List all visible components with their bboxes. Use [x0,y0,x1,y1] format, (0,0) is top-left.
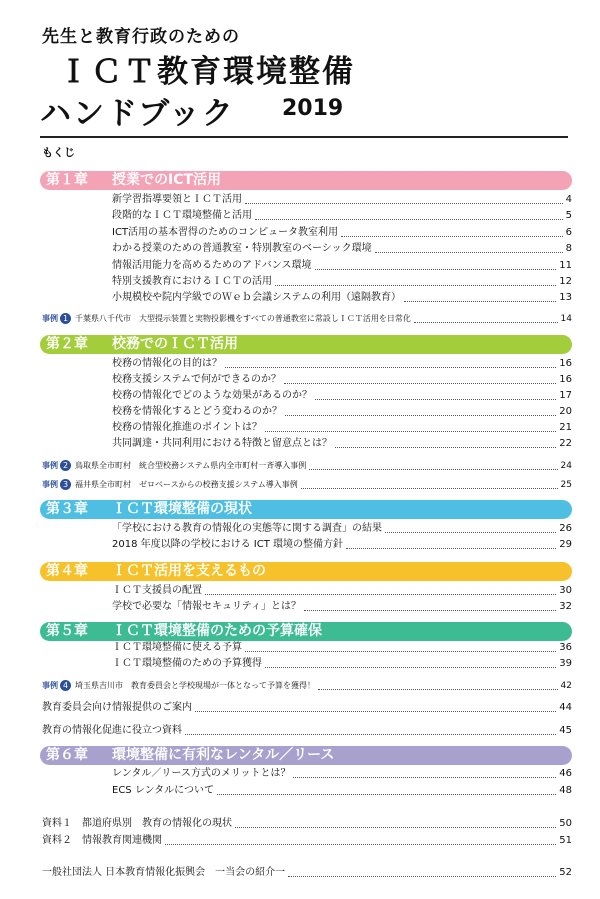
dot-leader [315,269,557,270]
page-number: 39 [559,658,572,669]
page-number: 14 [560,314,572,324]
entry-text: 校務を情報化するとどう変わるのか？ [112,406,282,417]
toc-entry[interactable] [112,600,572,614]
toc-entry[interactable] [112,275,572,289]
dot-leader [346,548,556,549]
dot-leader [414,322,558,323]
year: 2019 [282,96,344,121]
dot-leader [309,469,557,470]
page-number: 44 [559,702,572,713]
example-entry[interactable] [42,312,572,326]
page-number: 13 [559,292,572,303]
example-number: 1 [60,313,71,324]
toc-entry[interactable] [112,373,572,387]
dot-leader [318,689,558,690]
dot-leader [404,301,556,302]
chapter-2-header[interactable] [40,335,572,354]
entry-text: 校務の情報化でどのような効果があるのか？ [112,390,312,401]
dot-leader [288,876,556,877]
page-number: 20 [559,406,572,417]
page-number: 17 [559,390,572,401]
example-text [42,459,306,473]
chapter-title: ＩＣＴ環境整備の現状 [112,501,252,517]
example-text [42,478,298,492]
example-title: 教育委員会と学校現場が一体となって予算を獲得！ [131,681,315,690]
entry-text: 教育の情報化促進に役立つ資料 [42,725,182,736]
page-number: 45 [559,725,572,736]
dot-leader [265,431,556,432]
page-number: 16 [559,374,572,385]
entry-text: 新学習指導要領とＩＣＴ活用 [112,194,242,205]
example-entry[interactable] [42,459,572,473]
example-label: 事例 [42,314,58,323]
chapter-number: 第６章 [46,747,88,763]
entry-text: 資料２ 情報教育関連機関 [42,835,162,846]
page-number: 51 [559,835,572,846]
toc-entry[interactable] [112,389,572,403]
example-number: 2 [60,460,71,471]
toc-entry[interactable] [112,641,572,655]
page-number: 30 [559,585,572,596]
dot-leader [341,236,563,237]
dot-leader [265,667,556,668]
dot-leader [304,610,556,611]
toc-entry[interactable] [112,291,572,305]
entry-text: 学校で必要な「情報セキュリティ」とは？ [112,601,301,612]
subtitle: 先生と教育行政のための [42,27,240,47]
chapter-3-header[interactable] [40,500,572,519]
dot-leader [185,734,556,735]
example-title: ゼロベースからの校務支援システム導入事例 [139,480,298,489]
chapter-title: ＩＣＴ活用を支えるもの [112,563,266,579]
entry-text: 教育委員会向け情報提供のご案内 [42,702,192,713]
dot-leader [217,794,556,795]
example-label: 事例 [42,681,58,690]
dot-leader [255,219,563,220]
page-number: 32 [559,601,572,612]
dot-leader [225,367,556,368]
toc-entry[interactable] [112,767,572,781]
page-number: 16 [559,358,572,369]
example-place: 千葉県八千代市 [75,314,131,323]
chapter-title: 校務でのＩＣＴ活用 [112,336,238,352]
entry-text: 「学校における教育の情報化の実態等に関する調査」の結果 [112,523,382,534]
chapter-number: 第２章 [46,336,88,352]
page-number: 26 [559,523,572,534]
example-label: 事例 [42,461,58,470]
toc-entry[interactable] [112,538,572,552]
dot-leader [301,488,558,489]
page-number: 52 [559,867,572,878]
page-number: 6 [565,227,572,238]
toc-entry[interactable] [112,242,572,256]
toc-entry[interactable] [112,405,572,419]
dot-leader [285,415,556,416]
toc-entry[interactable] [42,701,572,715]
page-number: 24 [560,461,572,471]
entry-text: ICT活用の基本習得のためのコンピュータ教室利用 [112,227,339,238]
example-title: 大型提示装置と実物投影機をすべての普通教室に常設しＩＣＴ活用を日常化 [139,314,411,323]
toc-entry[interactable] [42,866,572,880]
example-place: 埼玉県吉川市 [75,681,123,690]
example-number: 4 [60,680,71,691]
entry-text: ＩＣＴ環境整備のための予算獲得 [112,658,262,669]
entry-text: 共同調達・共同利用における特徴と留意点とは？ [112,438,332,449]
title-line-1: ＩＣＴ教育環境整備 [58,54,355,90]
chapter-number: 第３章 [46,501,88,517]
chapter-number: 第１章 [46,172,88,188]
page-number: 4 [565,194,572,205]
entry-text: 一般社団法人 日本教育情報化振興会 一当会の紹介一 [42,867,286,878]
page-number: 25 [560,480,572,490]
toc-entry[interactable] [112,357,572,371]
dot-leader [235,827,556,828]
page-number: 50 [559,818,572,829]
example-number: 3 [60,479,71,490]
entry-text: ＩＣＴ環境整備に使える予算 [112,642,242,653]
title-line-2: ハンドブック [40,96,235,132]
chapter-5-header[interactable] [40,622,572,641]
entry-text: 資料１ 都道府県別 教育の情報化の現状 [42,818,232,829]
example-text [42,312,411,326]
toc-entry[interactable] [112,209,572,223]
dot-leader [245,651,556,652]
page-number: 29 [559,539,572,550]
dot-leader [284,383,556,384]
example-entry[interactable] [42,478,572,492]
page-number: 21 [559,422,572,433]
chapter-title: 環境整備に有利なレンタル／リース [112,747,335,763]
example-title: 統合型校務システム県内全市町村一斉導入事例 [139,461,307,470]
example-text [42,679,315,693]
dot-leader [293,777,556,778]
page-number: 46 [559,768,572,779]
toc-entry[interactable] [42,817,572,831]
dot-leader [245,203,563,204]
entry-text: ECS レンタルについて [112,785,214,796]
entry-text: 小規模校や院内学級でのＷｅｂ会議システムの利用（遠隔教育） [112,292,401,303]
toc-entry[interactable] [112,193,572,207]
entry-text: 校務の情報化の目的は？ [112,358,222,369]
page-number: 48 [559,785,572,796]
entry-text: 校務の情報化推進のポイントは？ [112,422,262,433]
divider [40,136,568,138]
chapter-1-header[interactable] [40,171,572,190]
chapter-6-header[interactable] [40,746,572,765]
page-number: 12 [559,276,572,287]
dot-leader [385,532,556,533]
page-number: 11 [559,260,572,271]
chapter-number: 第４章 [46,563,88,579]
toc-entry[interactable] [112,522,572,536]
example-entry[interactable] [42,679,572,693]
page-number: 42 [560,681,572,691]
toc-entry[interactable] [112,226,572,240]
entry-text: わかる授業のための普通教室・特別教室のベーシック環境 [112,243,372,254]
dot-leader [335,447,556,448]
entry-text: 特別支援教育におけるＩＣＴの活用 [112,276,272,287]
chapter-title: 授業でのICT活用 [112,172,222,188]
entry-text: 校務支援システムで何ができるのか？ [112,374,281,385]
toc-entry[interactable] [42,724,572,738]
entry-text: ＩＣＴ支援員の配置 [112,585,202,596]
entry-text: 2018 年度以降の学校における ICT 環境の整備方針 [112,539,344,550]
dot-leader [375,252,563,253]
example-label: 事例 [42,480,58,489]
toc-label: もくじ [42,146,75,159]
page-number: 22 [559,438,572,449]
example-place: 鳥取県全市町村 [75,461,131,470]
page-number: 8 [565,243,572,254]
toc-entry[interactable] [112,437,572,451]
page-number: 5 [565,210,572,221]
toc-entry[interactable] [112,784,572,798]
dot-leader [315,399,556,400]
chapter-title: ＩＣＴ環境整備のための予算確保 [112,623,322,639]
entry-text: 情報活用能力を高めるためのアドバンス環境 [112,260,312,271]
toc-entry[interactable] [112,657,572,671]
page-number: 36 [559,642,572,653]
dot-leader [165,844,556,845]
toc-entry[interactable] [112,421,572,435]
example-place: 福井県全市町村 [75,480,131,489]
toc-entry[interactable] [112,259,572,273]
chapter-number: 第５章 [46,623,88,639]
toc-entry[interactable] [42,834,572,848]
toc-entry[interactable] [112,584,572,598]
dot-leader [205,594,556,595]
entry-text: レンタル／リース方式のメリットとは？ [112,768,291,779]
dot-leader [275,285,556,286]
dot-leader [195,711,556,712]
entry-text: 段階的なＩＣＴ環境整備と活用 [112,210,252,221]
chapter-4-header[interactable] [40,562,572,581]
